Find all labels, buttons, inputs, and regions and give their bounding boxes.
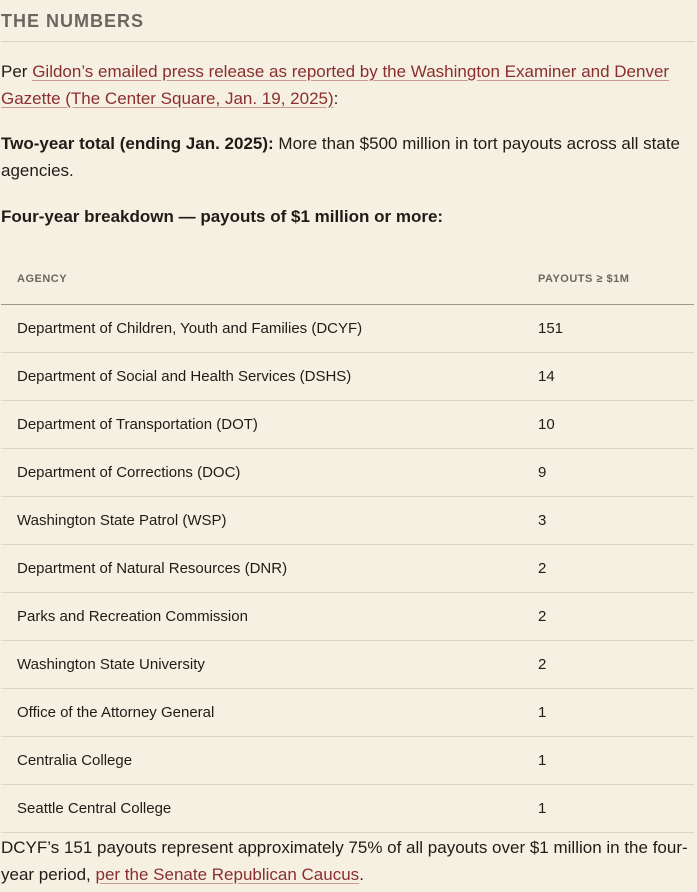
payouts-cell: 2 — [522, 641, 694, 689]
agency-cell: Department of Corrections (DOC) — [1, 449, 522, 497]
agency-cell: Parks and Recreation Commission — [1, 593, 522, 641]
footer-prefix: DCYF’s 151 payouts represent approximately 75% of all payouts over $1 million in the four-year period, — [1, 838, 688, 884]
payouts-cell: 2 — [522, 545, 694, 593]
agency-cell: Department of Transportation (DOT) — [1, 401, 522, 449]
agency-cell: Washington State University — [1, 641, 522, 689]
section-heading: THE NUMBERS — [1, 0, 695, 42]
summary-text: More than $500 million in tort payouts across all state agencies. — [1, 134, 681, 180]
table-body — [1, 305, 694, 833]
intro-prefix: Per — [1, 62, 33, 81]
table-row — [1, 545, 694, 593]
table-header-row — [1, 253, 694, 305]
payouts-cell: 9 — [522, 449, 694, 497]
payouts-cell: 14 — [522, 353, 694, 401]
agency-cell: Seattle Central College — [1, 785, 522, 833]
table-row — [1, 353, 694, 401]
payouts-cell: 151 — [522, 305, 694, 353]
source-link[interactable]: Gildon’s emailed press release as reported by the Washington Examiner and Denver Gazette (The Center Square, Jan. 19, 2025) — [1, 62, 670, 108]
payouts-table — [1, 253, 694, 833]
table-row — [1, 737, 694, 785]
intro-paragraph — [1, 58, 695, 112]
agency-cell: Department of Social and Health Services (DSHS) — [1, 353, 522, 401]
table-row — [1, 689, 694, 737]
agency-cell: Department of Natural Resources (DNR) — [1, 545, 522, 593]
caucus-link[interactable]: per the Senate Republican Caucus — [95, 865, 360, 884]
agency-cell: Office of the Attorney General — [1, 689, 522, 737]
table-row — [1, 401, 694, 449]
payouts-cell: 1 — [522, 689, 694, 737]
payouts-column-header: PAYOUTS ≥ $1M — [522, 253, 694, 305]
agency-cell: Centralia College — [1, 737, 522, 785]
intro-suffix: : — [333, 89, 339, 108]
agency-cell: Washington State Patrol (WSP) — [1, 497, 522, 545]
two-year-summary — [1, 130, 695, 184]
agency-column-header: AGENCY — [1, 253, 522, 305]
breakdown-title: Four-year breakdown — payouts of $1 million or more: — [1, 207, 444, 226]
table-row — [1, 593, 694, 641]
table-row — [1, 641, 694, 689]
payouts-cell: 3 — [522, 497, 694, 545]
table-row — [1, 497, 694, 545]
table-row — [1, 785, 694, 833]
payouts-cell: 1 — [522, 737, 694, 785]
payouts-cell: 2 — [522, 593, 694, 641]
summary-label: Two-year total (ending Jan. 2025): — [1, 134, 274, 153]
payouts-cell: 1 — [522, 785, 694, 833]
footer-paragraph — [1, 834, 695, 888]
payouts-cell: 10 — [522, 401, 694, 449]
table-row — [1, 305, 694, 353]
footer-suffix: . — [359, 865, 364, 884]
agency-cell: Department of Children, Youth and Families (DCYF) — [1, 305, 522, 353]
table-row — [1, 449, 694, 497]
